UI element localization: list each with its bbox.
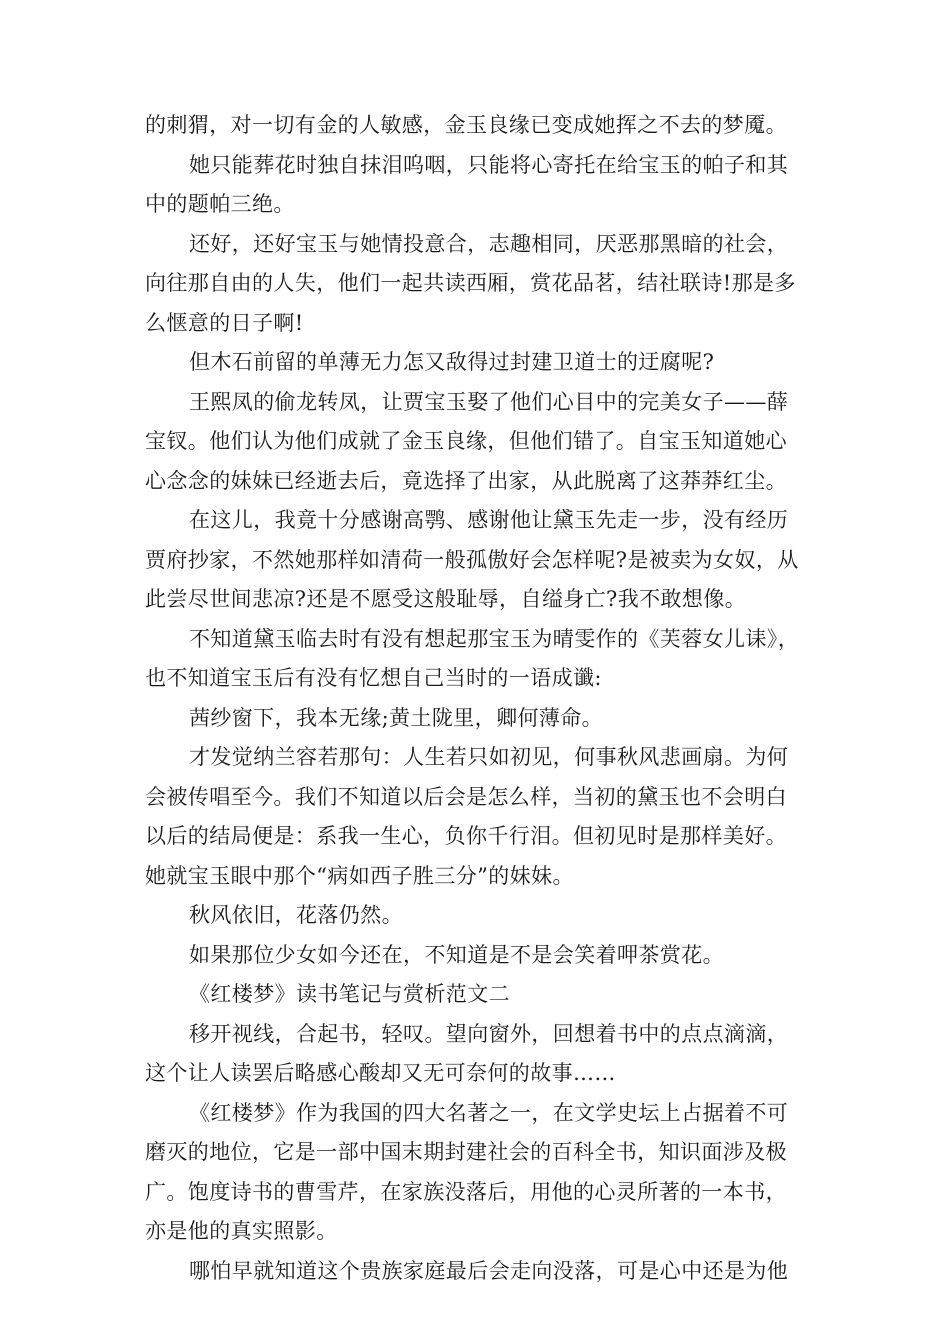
text-line: 但木石前留的单薄无力怎又敌得过封建卫道士的迂腐呢? bbox=[189, 350, 715, 374]
text-line: 哪怕早就知道这个贵族家庭最后会走向没落，可是心中还是为他 bbox=[189, 1258, 789, 1283]
text-line: 也不知道宝玉后有没有忆想自己当时的一语成谶: bbox=[145, 666, 602, 690]
text-line: 茜纱窗下，我本无缘;黄土陇里，卿何薄命。 bbox=[189, 705, 604, 730]
text-line: 宝钗。他们认为他们成就了金玉良缘，但他们错了。自宝玉知道她心 bbox=[145, 429, 787, 453]
text-line: 么惬意的日子啊! bbox=[145, 310, 304, 335]
text-line: 心念念的妹妹已经逝去后，竟选择了出家，从此脱离了这莽莽红尘。 bbox=[145, 468, 787, 493]
text-line: 向往那自由的人失，他们一起共读西厢，赏花品茗，结社联诗!那是多 bbox=[145, 271, 796, 295]
text-line: 王熙凤的偷龙转凤，让贾宝玉娶了他们心目中的完美女子——薛 bbox=[189, 389, 789, 414]
text-line: 才发觉纳兰容若那句：人生若只如初见，何事秋风悲画扇。为何 bbox=[189, 745, 789, 769]
section-heading: 《红楼梦》读书笔记与赏析范文二 bbox=[189, 982, 510, 1006]
text-line: 《红楼梦》作为我国的四大名著之一，在文学史坛上占据着不可 bbox=[189, 1100, 789, 1125]
text-line: 广。饱度诗书的曹雪芹，在家族没落后，用他的心灵所著的一本书， bbox=[145, 1179, 787, 1204]
text-line: 亦是他的真实照影。 bbox=[145, 1219, 338, 1243]
text-line: 会被传唱至今。我们不知道以后会是怎么样，当初的黛玉也不会明白 bbox=[145, 784, 787, 809]
text-line: 此尝尽世间悲凉?还是不愿受这般耻辱，自缢身亡?我不敢想像。 bbox=[145, 587, 747, 611]
text-line: 磨灭的地位，它是一部中国末期封建社会的百科全书，知识面涉及极 bbox=[145, 1140, 787, 1164]
text-line: 中的题帕三绝。 bbox=[145, 192, 295, 216]
text-line: 在这儿，我竟十分感谢高鹗、感谢他让黛玉先走一步，没有经历 bbox=[189, 508, 789, 532]
text-line: 不知道黛玉临去时有没有想起那宝玉为晴雯作的《芙蓉女儿诔》， bbox=[189, 626, 800, 651]
text-line: 她就宝玉眼中那个“病如西子胜三分”的妹妹。 bbox=[145, 863, 574, 888]
text-line: 秋风依旧，花落仍然。 bbox=[189, 903, 403, 927]
text-line: 移开视线，合起书，轻叹。望向窗外，回想着书中的点点滴滴， bbox=[189, 1021, 789, 1046]
document-body bbox=[145, 106, 810, 1291]
text-line: 的刺猬，对一切有金的人敏感，金玉良缘已变成她挥之不去的梦魇。 bbox=[145, 113, 787, 137]
text-line: 还好，还好宝玉与她情投意合，志趣相同，厌恶那黑暗的社会， bbox=[189, 231, 789, 256]
text-line: 她只能葬花时独自抹泪呜咽，只能将心寄托在给宝玉的帕子和其 bbox=[189, 152, 789, 177]
text-line: 这个让人读罢后略感心酸却又无可奈何的故事…… bbox=[145, 1061, 616, 1085]
text-line: 以后的结局便是：系我一生心，负你千行泪。但初见时是那样美好。 bbox=[145, 824, 787, 848]
text-line: 贾府抄家，不然她那样如清荷一般孤傲好会怎样呢?是被卖为女奴，从 bbox=[145, 547, 799, 572]
text-line: 如果那位少女如今还在，不知道是不是会笑着呷茶赏花。 bbox=[189, 942, 724, 967]
